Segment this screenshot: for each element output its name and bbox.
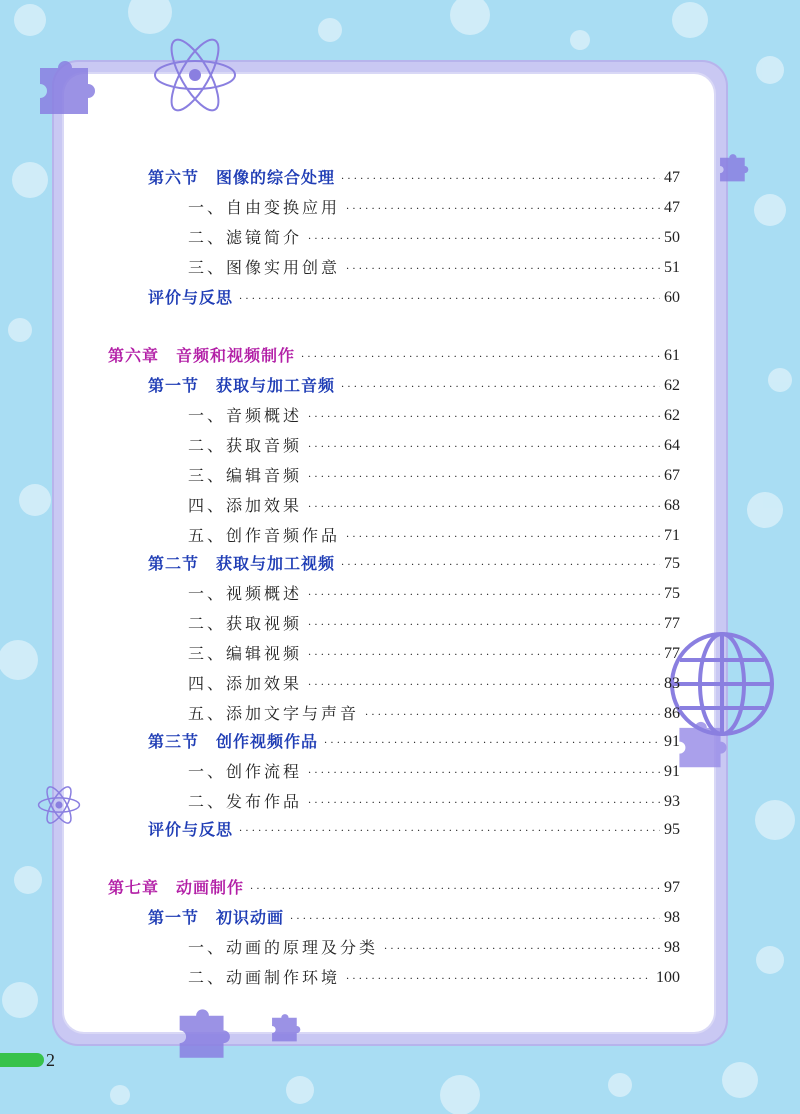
toc-entry-page: 60 xyxy=(664,289,680,306)
toc-entry-label: 评价与反思 xyxy=(148,288,234,307)
leader-dots xyxy=(308,235,660,245)
leader-dots xyxy=(324,739,660,749)
toc-entry-label: 第六节 图像的综合处理 xyxy=(148,168,336,187)
toc-entry-page: 83 xyxy=(664,675,680,692)
toc-entry[interactable] xyxy=(188,964,680,988)
leader-dots xyxy=(365,711,660,721)
toc-entry-page: 47 xyxy=(664,199,680,216)
toc-entry[interactable] xyxy=(188,522,680,546)
toc-entry-page: 47 xyxy=(664,169,680,186)
toc-entry[interactable] xyxy=(148,816,680,840)
toc-entry-label: 一、视频概述 xyxy=(188,584,303,603)
leader-dots xyxy=(250,885,660,895)
toc-entry[interactable] xyxy=(188,492,680,516)
toc-entry[interactable] xyxy=(188,432,680,456)
toc-entry[interactable] xyxy=(188,788,680,812)
toc-entry[interactable] xyxy=(188,254,680,278)
leader-dots xyxy=(308,443,660,453)
toc-entry-label: 二、滤镜简介 xyxy=(188,228,303,247)
toc-entry[interactable] xyxy=(148,284,680,308)
toc-entry-page: 68 xyxy=(664,497,680,514)
toc-entry[interactable] xyxy=(148,550,680,574)
toc-entry[interactable] xyxy=(188,462,680,486)
toc-entry-label: 四、添加效果 xyxy=(188,674,303,693)
leader-dots xyxy=(308,799,660,809)
leader-dots xyxy=(301,353,660,363)
toc-entry-label: 第七章 动画制作 xyxy=(108,878,245,897)
toc-entry-page: 91 xyxy=(664,763,680,780)
leader-dots xyxy=(308,503,660,513)
toc-entry[interactable] xyxy=(148,904,680,928)
toc-entry[interactable] xyxy=(148,372,680,396)
toc-entry[interactable] xyxy=(188,934,680,958)
leader-dots xyxy=(308,651,660,661)
leader-dots xyxy=(308,769,660,779)
toc-entry-page: 51 xyxy=(664,259,680,276)
leader-dots xyxy=(384,945,660,955)
leader-dots xyxy=(308,591,660,601)
toc-entry-label: 四、添加效果 xyxy=(188,496,303,515)
page-footer xyxy=(0,1050,55,1070)
leader-dots xyxy=(346,975,652,985)
leader-dots xyxy=(341,383,660,393)
toc-entry[interactable] xyxy=(188,194,680,218)
toc-entry-label: 第三节 创作视频作品 xyxy=(148,732,319,751)
leader-dots xyxy=(346,533,660,543)
toc-entry[interactable] xyxy=(188,610,680,634)
toc-entry-page: 50 xyxy=(664,229,680,246)
toc-entry-page: 77 xyxy=(664,615,680,632)
toc-entry[interactable] xyxy=(188,758,680,782)
toc-entry-page: 98 xyxy=(664,909,680,926)
toc-entry-label: 第六章 音频和视频制作 xyxy=(108,346,296,365)
toc-entry[interactable] xyxy=(188,580,680,604)
toc-entry-label: 评价与反思 xyxy=(148,820,234,839)
toc-entry-page: 61 xyxy=(664,347,680,364)
leader-dots xyxy=(308,413,660,423)
toc-entry-page: 97 xyxy=(664,879,680,896)
leader-dots xyxy=(308,621,660,631)
leader-dots xyxy=(239,827,660,837)
leader-dots xyxy=(346,205,660,215)
leader-dots xyxy=(346,265,660,275)
toc-entry[interactable] xyxy=(188,640,680,664)
toc-entry-page: 75 xyxy=(664,585,680,602)
toc-entry-page: 64 xyxy=(664,437,680,454)
toc-entry[interactable] xyxy=(188,670,680,694)
toc-entry-page: 62 xyxy=(664,407,680,424)
toc-entry-label: 二、获取视频 xyxy=(188,614,303,633)
toc-entry-page: 91 xyxy=(664,733,680,750)
toc-entry-label: 三、编辑视频 xyxy=(188,644,303,663)
toc-entry-page: 86 xyxy=(664,705,680,722)
leader-dots xyxy=(308,681,660,691)
leader-dots xyxy=(341,175,660,185)
toc-entry-label: 五、创作音频作品 xyxy=(188,526,341,545)
toc-entry[interactable] xyxy=(188,402,680,426)
toc-entry-label: 三、编辑音频 xyxy=(188,466,303,485)
toc-entry-page: 98 xyxy=(664,939,680,956)
toc-entry-label: 二、发布作品 xyxy=(188,792,303,811)
toc-entry-label: 一、音频概述 xyxy=(188,406,303,425)
toc-entry-label: 三、图像实用创意 xyxy=(188,258,341,277)
toc-entry[interactable] xyxy=(108,874,680,898)
toc-entry[interactable] xyxy=(188,700,680,724)
toc-entry-label: 第一节 获取与加工音频 xyxy=(148,376,336,395)
toc-entry-page: 77 xyxy=(664,645,680,662)
toc-entry-page: 100 xyxy=(656,969,680,986)
toc-entry-page: 93 xyxy=(664,793,680,810)
toc-entry-label: 二、动画制作环境 xyxy=(188,968,341,987)
toc-entry-label: 第二节 获取与加工视频 xyxy=(148,554,336,573)
toc-entry-label: 二、获取音频 xyxy=(188,436,303,455)
page-number: 2 xyxy=(46,1049,55,1070)
leader-dots xyxy=(341,561,660,571)
leader-dots xyxy=(239,295,660,305)
toc-entry-label: 一、创作流程 xyxy=(188,762,303,781)
toc-entry-label: 五、添加文字与声音 xyxy=(188,704,360,723)
toc-entry-label: 第一节 初识动画 xyxy=(148,908,285,927)
toc-entry-page: 71 xyxy=(664,527,680,544)
page-number-tab xyxy=(0,1053,44,1067)
toc-entry-label: 一、动画的原理及分类 xyxy=(188,938,379,957)
toc-entry[interactable] xyxy=(108,342,680,366)
toc-entry[interactable] xyxy=(148,164,680,188)
toc-entry-page: 62 xyxy=(664,377,680,394)
leader-dots xyxy=(290,915,660,925)
toc-entry[interactable] xyxy=(188,224,680,248)
leader-dots xyxy=(308,473,660,483)
toc-entry-page: 95 xyxy=(664,821,680,838)
toc-entry-page: 67 xyxy=(664,467,680,484)
toc-entry-label: 一、自由变换应用 xyxy=(188,198,341,217)
toc-entry[interactable] xyxy=(148,728,680,752)
toc-entry-page: 75 xyxy=(664,555,680,572)
